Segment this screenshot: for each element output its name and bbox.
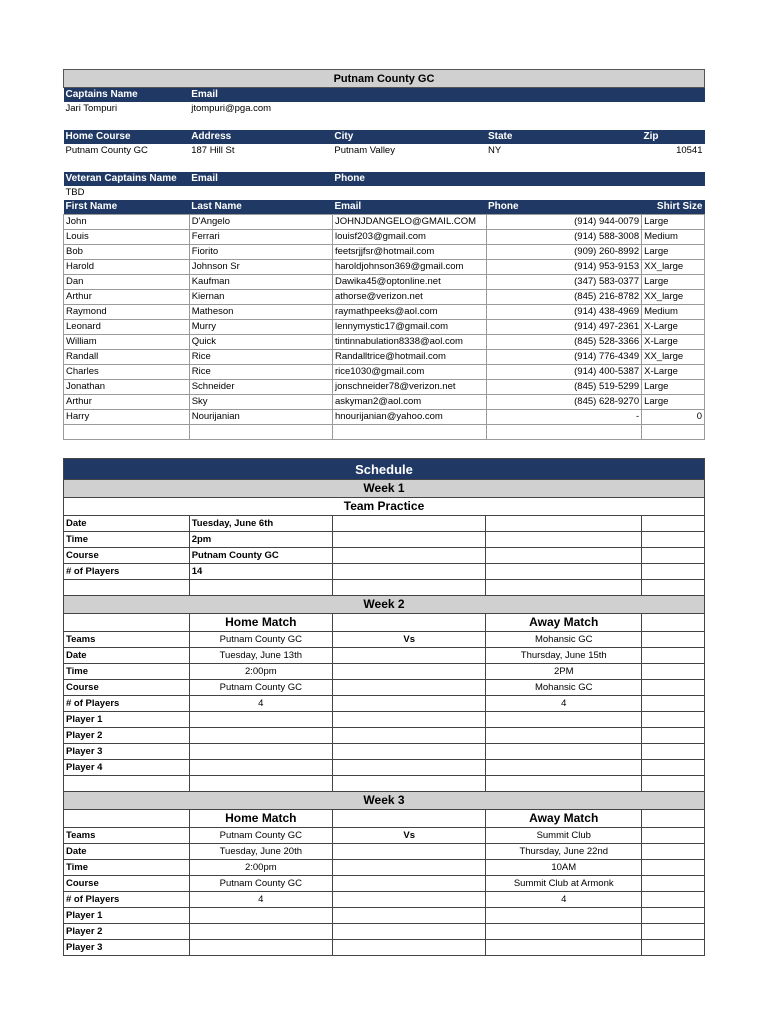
shirt-size-cell: X-Large bbox=[642, 335, 705, 350]
roster-row bbox=[64, 335, 705, 350]
schedule-title: Schedule bbox=[64, 459, 705, 480]
week3-field-label: Teams bbox=[64, 828, 190, 844]
captain-email-header: Email bbox=[189, 88, 332, 103]
shirt-size-cell: Large bbox=[642, 275, 705, 290]
week2-field-label: Player 2 bbox=[64, 728, 190, 744]
shirt-size-cell: X-Large bbox=[642, 320, 705, 335]
veteran-phone-header: Phone bbox=[332, 172, 486, 186]
week2-home-value: Putnam County GC bbox=[189, 680, 332, 696]
captain-email: jtompuri@pga.com bbox=[191, 103, 272, 114]
week3-row bbox=[64, 940, 705, 956]
phone-cell: (914) 400-5387 bbox=[486, 365, 642, 380]
phone-cell: (914) 776-4349 bbox=[486, 350, 642, 365]
shirt-size-cell: Large bbox=[642, 380, 705, 395]
week3-field-label: Date bbox=[64, 844, 190, 860]
shirt-size-cell: XX_large bbox=[642, 260, 705, 275]
week3-field-label: Player 2 bbox=[64, 924, 190, 940]
week1-body bbox=[64, 516, 705, 580]
last-name-cell: Sky bbox=[189, 395, 332, 410]
week2-away-value: Thursday, June 15th bbox=[486, 648, 642, 664]
week2-away-value: Mohansic GC bbox=[486, 632, 642, 648]
first-name-cell: John bbox=[64, 215, 190, 230]
veteran-email-header: Email bbox=[189, 172, 332, 186]
roster-row bbox=[64, 410, 705, 425]
week2-home-value: Tuesday, June 13th bbox=[189, 648, 332, 664]
week2-body bbox=[64, 632, 705, 776]
roster-row bbox=[64, 230, 705, 245]
roster-row bbox=[64, 380, 705, 395]
roster-row bbox=[64, 275, 705, 290]
last-name-cell: Ferrari bbox=[189, 230, 332, 245]
email-cell: JOHNJDANGELO@GMAIL.COM bbox=[332, 215, 486, 230]
last-name-cell: Fiorito bbox=[189, 245, 332, 260]
week3-home-value: 2:00pm bbox=[189, 860, 332, 876]
first-name-header: First Name bbox=[64, 200, 190, 215]
shirt-size-cell: Large bbox=[642, 245, 705, 260]
week3-away-value: Summit Club bbox=[486, 828, 642, 844]
veteran-captain-header: Veteran Captains Name bbox=[64, 172, 190, 186]
shirt-size-cell: Medium bbox=[642, 230, 705, 245]
week2-field-label: Player 3 bbox=[64, 744, 190, 760]
week3-home-label: Home Match bbox=[189, 810, 332, 828]
week2-row bbox=[64, 648, 705, 664]
email-cell: lennymystic17@gmail.com bbox=[332, 320, 486, 335]
week2-row bbox=[64, 760, 705, 776]
last-name-cell: Rice bbox=[189, 365, 332, 380]
week2-away-value: Mohansic GC bbox=[486, 680, 642, 696]
week1-field-label: # of Players bbox=[64, 564, 190, 580]
week2-field-label: Time bbox=[64, 664, 190, 680]
week3-vs-label: Vs bbox=[332, 828, 486, 844]
address-header: Address bbox=[189, 130, 332, 144]
week2-field-label: Course bbox=[64, 680, 190, 696]
week3-field-label: Time bbox=[64, 860, 190, 876]
schedule-section bbox=[63, 458, 705, 956]
phone-header: Phone bbox=[486, 200, 642, 215]
week3-field-label: Player 1 bbox=[64, 908, 190, 924]
week3-row bbox=[64, 924, 705, 940]
phone-cell: (845) 528-3366 bbox=[486, 335, 642, 350]
week2-row bbox=[64, 712, 705, 728]
week2-away-value: 4 bbox=[486, 696, 642, 712]
roster-body bbox=[64, 215, 705, 440]
week3-away-label: Away Match bbox=[486, 810, 642, 828]
last-name-cell: Schneider bbox=[189, 380, 332, 395]
week3-row bbox=[64, 860, 705, 876]
phone-cell: (914) 953-9153 bbox=[486, 260, 642, 275]
week3-field-label: Course bbox=[64, 876, 190, 892]
email-cell: athorse@verizon.net bbox=[332, 290, 486, 305]
week3-row bbox=[64, 876, 705, 892]
last-name-cell: Kiernan bbox=[189, 290, 332, 305]
week1-field-value: Putnam County GC bbox=[189, 548, 332, 564]
email-cell: haroldjohnson369@gmail.com bbox=[332, 260, 486, 275]
week2-home-value: Putnam County GC bbox=[189, 632, 332, 648]
first-name-cell: Louis bbox=[64, 230, 190, 245]
first-name-cell: Jonathan bbox=[64, 380, 190, 395]
roster-row bbox=[64, 320, 705, 335]
first-name-cell: Arthur bbox=[64, 290, 190, 305]
week2-away-label: Away Match bbox=[486, 614, 642, 632]
last-name-cell: Nourijanian bbox=[189, 410, 332, 425]
first-name-cell: Randall bbox=[64, 350, 190, 365]
phone-cell: (845) 216-8782 bbox=[486, 290, 642, 305]
email-cell: raymathpeeks@aol.com bbox=[332, 305, 486, 320]
week1-field-value: 2pm bbox=[189, 532, 332, 548]
week3-away-value: Thursday, June 22nd bbox=[486, 844, 642, 860]
week2-row bbox=[64, 664, 705, 680]
week1-field-label: Date bbox=[64, 516, 190, 532]
week3-away-value: Summit Club at Armonk bbox=[486, 876, 642, 892]
phone-cell: (914) 944-0079 bbox=[486, 215, 642, 230]
week2-field-label: # of Players bbox=[64, 696, 190, 712]
shirt-size-cell: XX_large bbox=[642, 290, 705, 305]
week2-home-value: 4 bbox=[189, 696, 332, 712]
last-name-cell: Murry bbox=[189, 320, 332, 335]
phone-cell: (909) 260-8992 bbox=[486, 245, 642, 260]
club-title: Putnam County GC bbox=[64, 70, 705, 88]
email-cell: jonschneider78@verizon.net bbox=[332, 380, 486, 395]
shirt-size-cell: Medium bbox=[642, 305, 705, 320]
phone-cell: (914) 497-2361 bbox=[486, 320, 642, 335]
roster-table bbox=[63, 200, 705, 440]
phone-cell: (914) 588-3008 bbox=[486, 230, 642, 245]
home-course-value: Putnam County GC bbox=[65, 145, 148, 156]
week3-row bbox=[64, 844, 705, 860]
week2-field-label: Teams bbox=[64, 632, 190, 648]
roster-row bbox=[64, 395, 705, 410]
phone-cell: (347) 583-0377 bbox=[486, 275, 642, 290]
email-cell: Randalltrice@hotmail.com bbox=[332, 350, 486, 365]
captain-name: Jari Tompuri bbox=[65, 103, 118, 114]
email-cell: louisf203@gmail.com bbox=[332, 230, 486, 245]
team-info-sheet bbox=[63, 69, 705, 440]
week1-row bbox=[64, 548, 705, 564]
phone-cell: - bbox=[486, 410, 642, 425]
team-info-table bbox=[63, 69, 705, 200]
week2-field-label: Player 4 bbox=[64, 760, 190, 776]
captains-name-header: Captains Name bbox=[64, 88, 190, 103]
first-name-cell: Charles bbox=[64, 365, 190, 380]
email-cell: tintinnabulation8338@aol.com bbox=[332, 335, 486, 350]
week3-row bbox=[64, 908, 705, 924]
week3-home-value: Putnam County GC bbox=[189, 876, 332, 892]
state-header: State bbox=[486, 130, 642, 144]
roster-row bbox=[64, 350, 705, 365]
shirt-size-cell: 0 bbox=[642, 410, 705, 425]
first-name-cell: Harold bbox=[64, 260, 190, 275]
week3-label: Week 3 bbox=[64, 792, 705, 810]
roster-row bbox=[64, 365, 705, 380]
phone-cell: (845) 519-5299 bbox=[486, 380, 642, 395]
schedule-table bbox=[63, 458, 705, 956]
veteran-captain-name: TBD bbox=[65, 187, 85, 198]
week2-home-label: Home Match bbox=[189, 614, 332, 632]
week3-home-value: 4 bbox=[189, 892, 332, 908]
week2-away-value: 2PM bbox=[486, 664, 642, 680]
week2-field-label: Player 1 bbox=[64, 712, 190, 728]
email-cell: askyman2@aol.com bbox=[332, 395, 486, 410]
last-name-cell: Quick bbox=[189, 335, 332, 350]
first-name-cell: Arthur bbox=[64, 395, 190, 410]
roster-row bbox=[64, 215, 705, 230]
week3-body bbox=[64, 828, 705, 956]
week2-field-label: Date bbox=[64, 648, 190, 664]
shirt-size-cell: Large bbox=[642, 395, 705, 410]
shirt-size-cell: X-Large bbox=[642, 365, 705, 380]
week3-row bbox=[64, 828, 705, 844]
week3-field-label: Player 3 bbox=[64, 940, 190, 956]
week3-home-value: Putnam County GC bbox=[189, 828, 332, 844]
week2-home-value: 2:00pm bbox=[189, 664, 332, 680]
address-value: 187 Hill St bbox=[191, 145, 235, 156]
last-name-cell: Kaufman bbox=[189, 275, 332, 290]
shirt-size-header: Shirt Size bbox=[642, 200, 705, 215]
roster-row bbox=[64, 245, 705, 260]
week1-field-value: 14 bbox=[189, 564, 332, 580]
week2-row bbox=[64, 696, 705, 712]
first-name-cell: Bob bbox=[64, 245, 190, 260]
state-value: NY bbox=[487, 145, 502, 156]
zip-value: 10541 bbox=[676, 145, 703, 156]
week1-field-label: Course bbox=[64, 548, 190, 564]
last-name-cell: Rice bbox=[189, 350, 332, 365]
first-name-cell: Dan bbox=[64, 275, 190, 290]
email-cell: Dawika45@optonline.net bbox=[332, 275, 486, 290]
first-name-cell: William bbox=[64, 335, 190, 350]
week1-label: Week 1 bbox=[64, 480, 705, 498]
week1-field-label: Time bbox=[64, 532, 190, 548]
week2-row bbox=[64, 744, 705, 760]
shirt-size-cell: XX_large bbox=[642, 350, 705, 365]
city-value: Putnam Valley bbox=[334, 145, 395, 156]
last-name-header: Last Name bbox=[189, 200, 332, 215]
week3-home-value: Tuesday, June 20th bbox=[189, 844, 332, 860]
phone-cell: (914) 438-4969 bbox=[486, 305, 642, 320]
week2-row bbox=[64, 632, 705, 648]
week2-row bbox=[64, 680, 705, 696]
email-header: Email bbox=[332, 200, 486, 215]
week1-field-value: Tuesday, June 6th bbox=[189, 516, 332, 532]
week3-away-value: 10AM bbox=[486, 860, 642, 876]
week3-row bbox=[64, 892, 705, 908]
week3-field-label: # of Players bbox=[64, 892, 190, 908]
first-name-cell: Harry bbox=[64, 410, 190, 425]
roster-row bbox=[64, 305, 705, 320]
email-cell: hnourijanian@yahoo.com bbox=[332, 410, 486, 425]
last-name-cell: Matheson bbox=[189, 305, 332, 320]
week2-row bbox=[64, 728, 705, 744]
roster-row bbox=[64, 290, 705, 305]
week1-row bbox=[64, 516, 705, 532]
week2-vs-label: Vs bbox=[332, 632, 486, 648]
week3-away-value: 4 bbox=[486, 892, 642, 908]
week2-label: Week 2 bbox=[64, 596, 705, 614]
week1-row bbox=[64, 564, 705, 580]
last-name-cell: D'Angelo bbox=[189, 215, 332, 230]
week1-event: Team Practice bbox=[64, 498, 705, 516]
first-name-cell: Raymond bbox=[64, 305, 190, 320]
shirt-size-cell: Large bbox=[642, 215, 705, 230]
first-name-cell: Leonard bbox=[64, 320, 190, 335]
zip-header: Zip bbox=[642, 130, 705, 144]
home-course-header: Home Course bbox=[64, 130, 190, 144]
roster-row bbox=[64, 260, 705, 275]
email-cell: rice1030@gmail.com bbox=[332, 365, 486, 380]
phone-cell: (845) 628-9270 bbox=[486, 395, 642, 410]
email-cell: feetsrjjfsr@hotmail.com bbox=[332, 245, 486, 260]
last-name-cell: Johnson Sr bbox=[189, 260, 332, 275]
week1-row bbox=[64, 532, 705, 548]
city-header: City bbox=[332, 130, 486, 144]
